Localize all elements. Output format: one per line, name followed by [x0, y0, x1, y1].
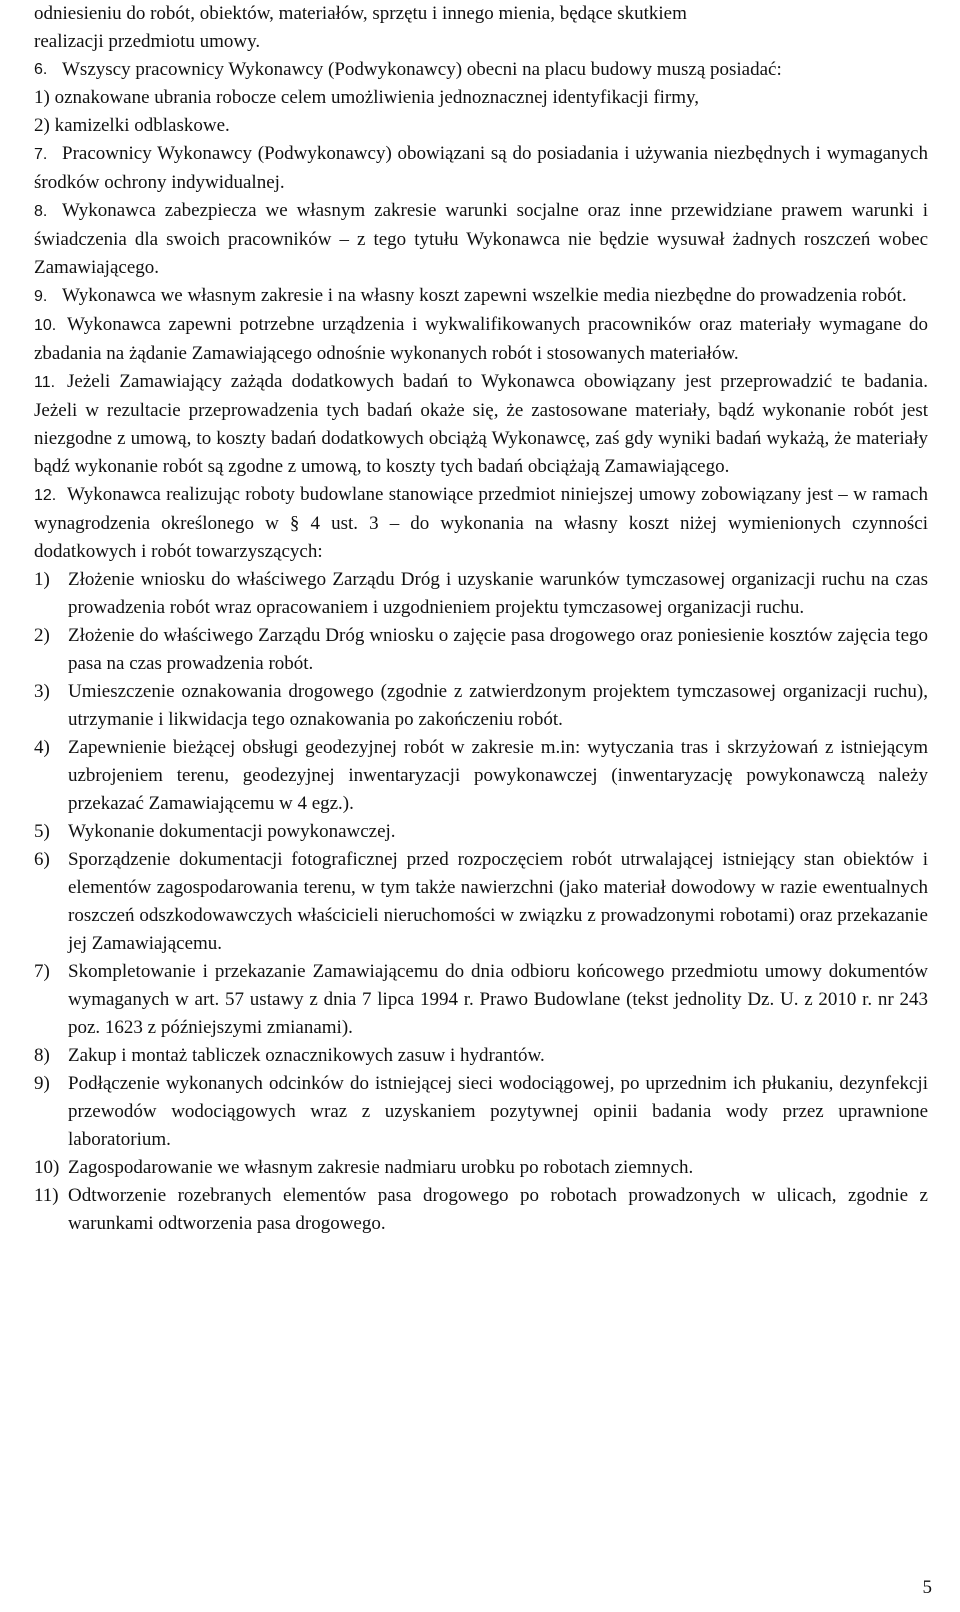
sub-item-number: 2)	[34, 625, 50, 646]
item-text: Wykonawca realizując roboty budowlane stanowiące przedmiot niniejszej umowy zobowiązany jest – w ramach wynagrodzenia określonego w § 4 ust. 3 – do wykonania na własny koszt niżej wymienionych czynności dodatkowych i robót towarzyszących:	[34, 484, 928, 562]
sub-item-text: Zapewnienie bieżącej obsługi geodezyjnej robót w zakresie m.in: wytyczania tras i skrzyżowań z istniejącym uzbrojeniem terenu, geodezyjnej inwentaryzacji powykonawczej (inwentaryzację powykonawczą należy przekazać Zamawiającemu w 4 egz.).	[68, 737, 928, 814]
sub-item-number: 4)	[34, 737, 50, 758]
item-number: 6.	[34, 61, 48, 78]
sub-item-number: 11)	[34, 1185, 59, 1206]
sub-item-number: 5)	[34, 821, 50, 842]
list-item-9	[34, 282, 928, 311]
item-text: Wykonawca zapewni potrzebne urządzenia i wykwalifikowanych pracowników oraz materiały wymagane do zbadania na żądanie Zamawiającego odnośnie wykonanych robót i stosowanych materiałów.	[34, 314, 928, 364]
item-number: 9.	[34, 288, 48, 305]
sub-item-text: Skompletowanie i przekazanie Zamawiającemu do dnia odbioru końcowego przedmiotu umowy dokumentów wymaganych w art. 57 ustawy z dnia 7 lipca 1994 r. Prawo Budowlane (tekst jednolity Dz. U. z 2010 r. nr 243 poz. 1623 z późniejszymi zmianami).	[68, 961, 928, 1038]
intro-line-1: odniesieniu do robót, obiektów, materiałów, sprzętu i innego mienia, będące skutkiem	[34, 3, 687, 24]
sub-item-text: Sporządzenie dokumentacji fotograficznej przed rozpoczęciem robót utrwalającej istniejący stan obiektów i elementów zagospodarowania terenu, w tym także nawierzchni (jako materiał dowodowy w razie ewentualnych roszczeń odszkodowawczych właścicieli nieruchomości w związku z prowadzonymi robotami) oraz przekazanie jej Zamawiającemu.	[68, 849, 928, 954]
sub-item-text: Odtworzenie rozebranych elementów pasa drogowego po robotach prowadzonych w ulicach, zgodnie z warunkami odtworzenia pasa drogowego.	[68, 1185, 928, 1234]
sub-item-10	[34, 1154, 928, 1182]
intro-line-2: realizacji przedmiotu umowy.	[34, 31, 261, 52]
sub-item-8	[34, 1042, 928, 1070]
item-text: Jeżeli Zamawiający zażąda dodatkowych badań to Wykonawca obowiązany jest przeprowadzić te badania. Jeżeli w rezultacie przeprowadzenia tych badań okaże się, że zastosowane materiały, bądź wykonanie robót jest niezgodne z umową, to koszty badań dodatkowych obciążą Wykonawcę, zaś gdy wyniki badań wykażą, że materiały bądź wykonanie robót są zgodne z umową, to koszty tych badań obciążają Zamawiającego.	[34, 371, 928, 477]
sub-item-text: Zakup i montaż tabliczek oznacznikowych zasuw i hydrantów.	[68, 1045, 545, 1066]
sub-item-number: 10)	[34, 1157, 60, 1178]
document-page	[34, 0, 928, 1238]
list-item-11	[34, 368, 928, 481]
item-text: Wszyscy pracownicy Wykonawcy (Podwykonawcy) obecni na placu budowy muszą posiadać:	[62, 59, 782, 80]
item-text: Pracownicy Wykonawcy (Podwykonawcy) obowiązani są do posiadania i używania niezbędnych i wymaganych środków ochrony indywidualnej.	[34, 143, 928, 193]
sub-item-text: Podłączenie wykonanych odcinków do istniejącej sieci wodociągowej, po uprzednim ich płukaniu, dezynfekcji przewodów wodociągowych wraz z uzyskaniem pozytywnej opinii badania wody przez uprawnione laboratorium.	[68, 1073, 928, 1150]
sub-item-text: Złożenie do właściwego Zarządu Dróg wniosku o zajęcie pasa drogowego oraz poniesienie kosztów zajęcia tego pasa na czas prowadzenia robót.	[68, 625, 928, 674]
sub-item-number: 3)	[34, 681, 50, 702]
sub-list	[34, 566, 928, 1238]
item-number: 11.	[34, 374, 56, 391]
intro-paragraph	[34, 0, 928, 56]
sub-item-3	[34, 678, 928, 734]
item-number: 10.	[34, 317, 57, 334]
item-number: 7.	[34, 146, 48, 163]
sub-item-text: Złożenie wniosku do właściwego Zarządu Dróg i uzyskanie warunków tymczasowej organizacji ruchu na czas prowadzenia robót wraz opracowaniem i uzgodnieniem projektu tymczasowej organizacji ruchu.	[68, 569, 928, 618]
list-item-12	[34, 481, 928, 566]
sub-item-5	[34, 818, 928, 846]
list-item-6	[34, 56, 928, 140]
sub-item-text: Zagospodarowanie we własnym zakresie nadmiaru urobku po robotach ziemnych.	[68, 1157, 694, 1178]
sub-item-6	[34, 846, 928, 958]
page-number: 5	[922, 1577, 932, 1598]
sub-item-9	[34, 1070, 928, 1154]
sub-item-text: Umieszczenie oznakowania drogowego (zgodnie z zatwierdzonym projektem tymczasowej organizacji ruchu), utrzymanie i likwidacja tego oznakowania po zakończeniu robót.	[68, 681, 928, 730]
sub-item-1	[34, 566, 928, 622]
sub-item-11	[34, 1182, 928, 1238]
sub-item-4	[34, 734, 928, 818]
sub-item-number: 7)	[34, 961, 50, 982]
list-item-10	[34, 311, 928, 368]
sub-item-number: 1)	[34, 569, 50, 590]
list-item-8	[34, 197, 928, 282]
sub-item: 2) kamizelki odblaskowe.	[34, 115, 230, 136]
item-number: 8.	[34, 203, 48, 220]
sub-item: 1) oznakowane ubrania robocze celem umożliwienia jednoznacznej identyfikacji firmy,	[34, 87, 700, 108]
sub-item-number: 6)	[34, 849, 50, 870]
item-number: 12.	[34, 487, 57, 504]
item-text: Wykonawca zabezpiecza we własnym zakresie warunki socjalne oraz inne przewidziane prawem warunki i świadczenia dla swoich pracowników – z tego tytułu Wykonawca nie będzie wysuwał żadnych roszczeń wobec Zamawiającego.	[34, 200, 928, 278]
sub-item-7	[34, 958, 928, 1042]
sub-item-number: 8)	[34, 1045, 50, 1066]
sub-item-2	[34, 622, 928, 678]
sub-item-text: Wykonanie dokumentacji powykonawczej.	[68, 821, 396, 842]
sub-item-number: 9)	[34, 1073, 50, 1094]
list-item-7	[34, 140, 928, 197]
item-text: Wykonawca we własnym zakresie i na własny koszt zapewni wszelkie media niezbędne do prowadzenia robót.	[62, 285, 907, 306]
